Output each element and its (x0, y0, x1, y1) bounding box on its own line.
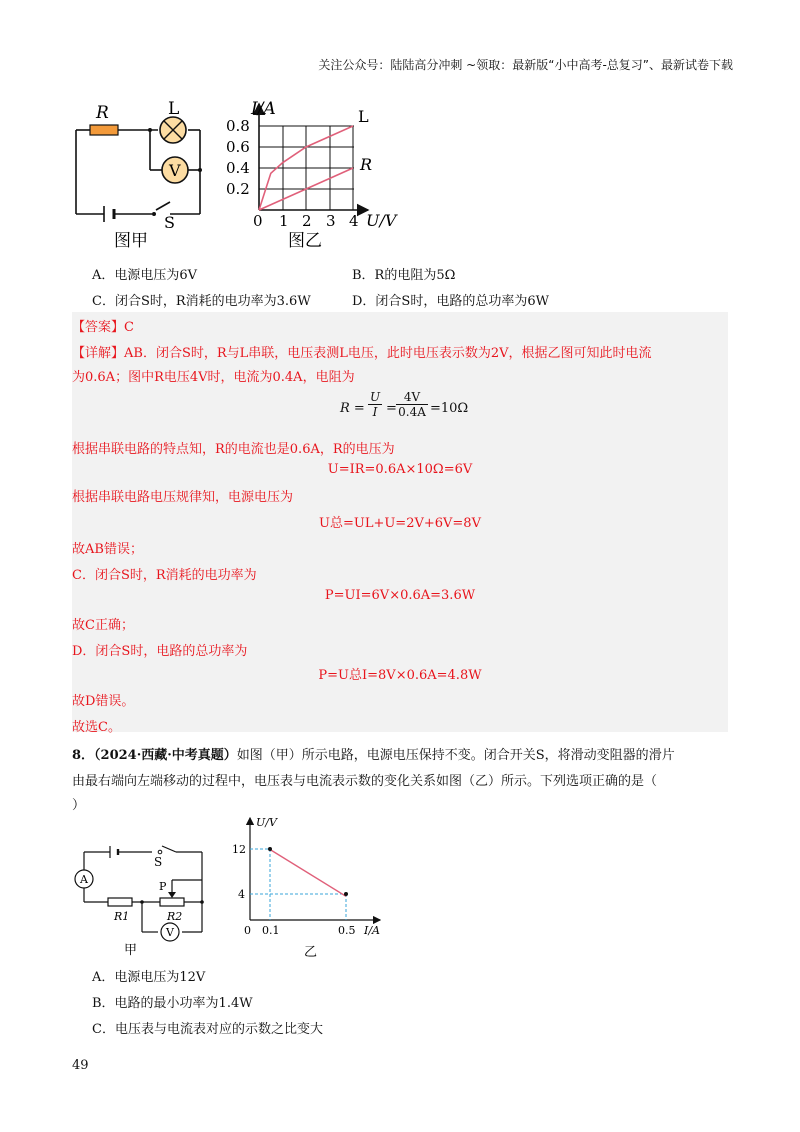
answer-line-10: 故选C。 (72, 720, 121, 735)
svg-text:R2: R2 (167, 910, 183, 923)
caption-jia: 图甲 (114, 231, 148, 251)
svg-text:A: A (80, 873, 88, 886)
answer-line-7: 故C正确； (72, 618, 134, 633)
q8-option-c: C．电压表与电流表对应的示数之比变大 (92, 1022, 323, 1037)
circuit-figure-a (70, 98, 215, 251)
label-r: R (96, 103, 109, 123)
equation-total-voltage: U总=UL+U=2V+6V=8V (319, 516, 481, 531)
ytick: 0.4 (226, 159, 250, 177)
graph-i-u (222, 98, 412, 250)
option-a: A．电源电压为6V (92, 268, 198, 283)
xtick: 1 (279, 212, 289, 230)
option-c: C．闭合S时，R消耗的电功率为3.6W (92, 294, 311, 309)
caption-yi: 乙 (304, 945, 318, 960)
q8-option-b: B．电路的最小功率为1.4W (92, 996, 253, 1011)
answer-detail-1: 【详解】AB．闭合S时，R与L串联，电压表测L电压，此时电压表示数为2V，根据乙图可知此时电流 (72, 346, 652, 361)
svg-text:S: S (154, 855, 163, 869)
u-i-line (269, 849, 346, 896)
xtick: 0 (253, 212, 263, 230)
xtick: 3 (326, 212, 336, 230)
graph-u-i (232, 814, 396, 964)
label-v: V (169, 161, 181, 180)
equation-resistance: R = $\frac{U}{I}$ = $\frac{4V}{0.4A}$ =10Ω (340, 390, 469, 419)
q8-option-a: A．电源电压为12V (92, 970, 206, 985)
answer-detail-2: 为0.6A；图中R电压4V时，电流为0.4A，电阻为 (72, 370, 355, 385)
option-b: B．R的电阻为5Ω (352, 268, 456, 283)
ylabel: I/A (251, 99, 276, 119)
resistor-r-icon (90, 125, 118, 135)
xlabel: I/A (364, 924, 380, 937)
series-label-l: L (358, 107, 369, 126)
answer-line-6: C．闭合S时，R消耗的电功率为 (72, 568, 257, 583)
svg-text:R1: R1 (114, 910, 130, 923)
xtick: 0 (244, 924, 251, 937)
ylabel: U/V (256, 816, 277, 829)
answer-line-5: 故AB错误； (72, 542, 143, 557)
series-label-r: R (360, 155, 373, 174)
answer-line-8: D．闭合S时，电路的总功率为 (72, 644, 248, 659)
ytick: 0.8 (226, 117, 250, 135)
caption-jia: 甲 (124, 943, 138, 958)
option-d: D．闭合S时，电路的总功率为6W (352, 294, 549, 309)
data-point (344, 892, 348, 896)
q8-line-3: ） (72, 798, 86, 813)
answer-line-9: 故D错误。 (72, 694, 135, 709)
xtick: 4 (349, 212, 359, 230)
answer-label: 【答案】C (72, 320, 134, 335)
equation-total-power: P=U总I=8V×0.6A=4.8W (318, 668, 482, 683)
ytick: 12 (232, 843, 246, 856)
q8-line-2: 由最右端向左端移动的过程中，电压表与电流表示数的变化关系如图（乙）所示。下列选项正确的是（ (72, 774, 658, 789)
xlabel: U/V (366, 211, 397, 230)
label-l: L (168, 99, 180, 119)
answer-line-3: 根据串联电路的特点知，R的电流也是0.6A，R的电压为 (72, 442, 395, 457)
svg-text:P: P (159, 880, 167, 893)
caption-yi: 图乙 (288, 231, 322, 251)
page-number: 49 (72, 1058, 89, 1073)
resistor-r1-icon (108, 898, 132, 906)
equation-power-r: P=UI=6V×0.6A=3.6W (324, 588, 476, 603)
xtick: 0.1 (262, 924, 280, 937)
answer-line-4: 根据串联电路电压规律知，电源电压为 (72, 490, 294, 505)
rheostat-r2-icon (160, 898, 184, 906)
q8-line-1: 8．（2024·西藏·中考真题）如图（甲）所示电路，电源电压保持不变。闭合开关S，将滑动变阻器的滑片 (72, 748, 675, 763)
xtick: 0.5 (338, 924, 356, 937)
circuit-figure-q8 (70, 832, 220, 962)
equation-voltage-r: U=IR=0.6A×10Ω=6V (327, 462, 473, 477)
page-header: 关注公众号：陆陆高分冲刺 ~领取：最新版“小中高考-总复习”、最新试卷下载 (318, 58, 733, 72)
xtick: 2 (302, 212, 312, 230)
label-s: S (164, 213, 175, 232)
ytick: 0.2 (226, 180, 250, 198)
ytick: 0.6 (226, 138, 250, 156)
svg-text:V: V (166, 926, 174, 939)
ytick: 4 (238, 888, 245, 901)
data-point (268, 847, 272, 851)
